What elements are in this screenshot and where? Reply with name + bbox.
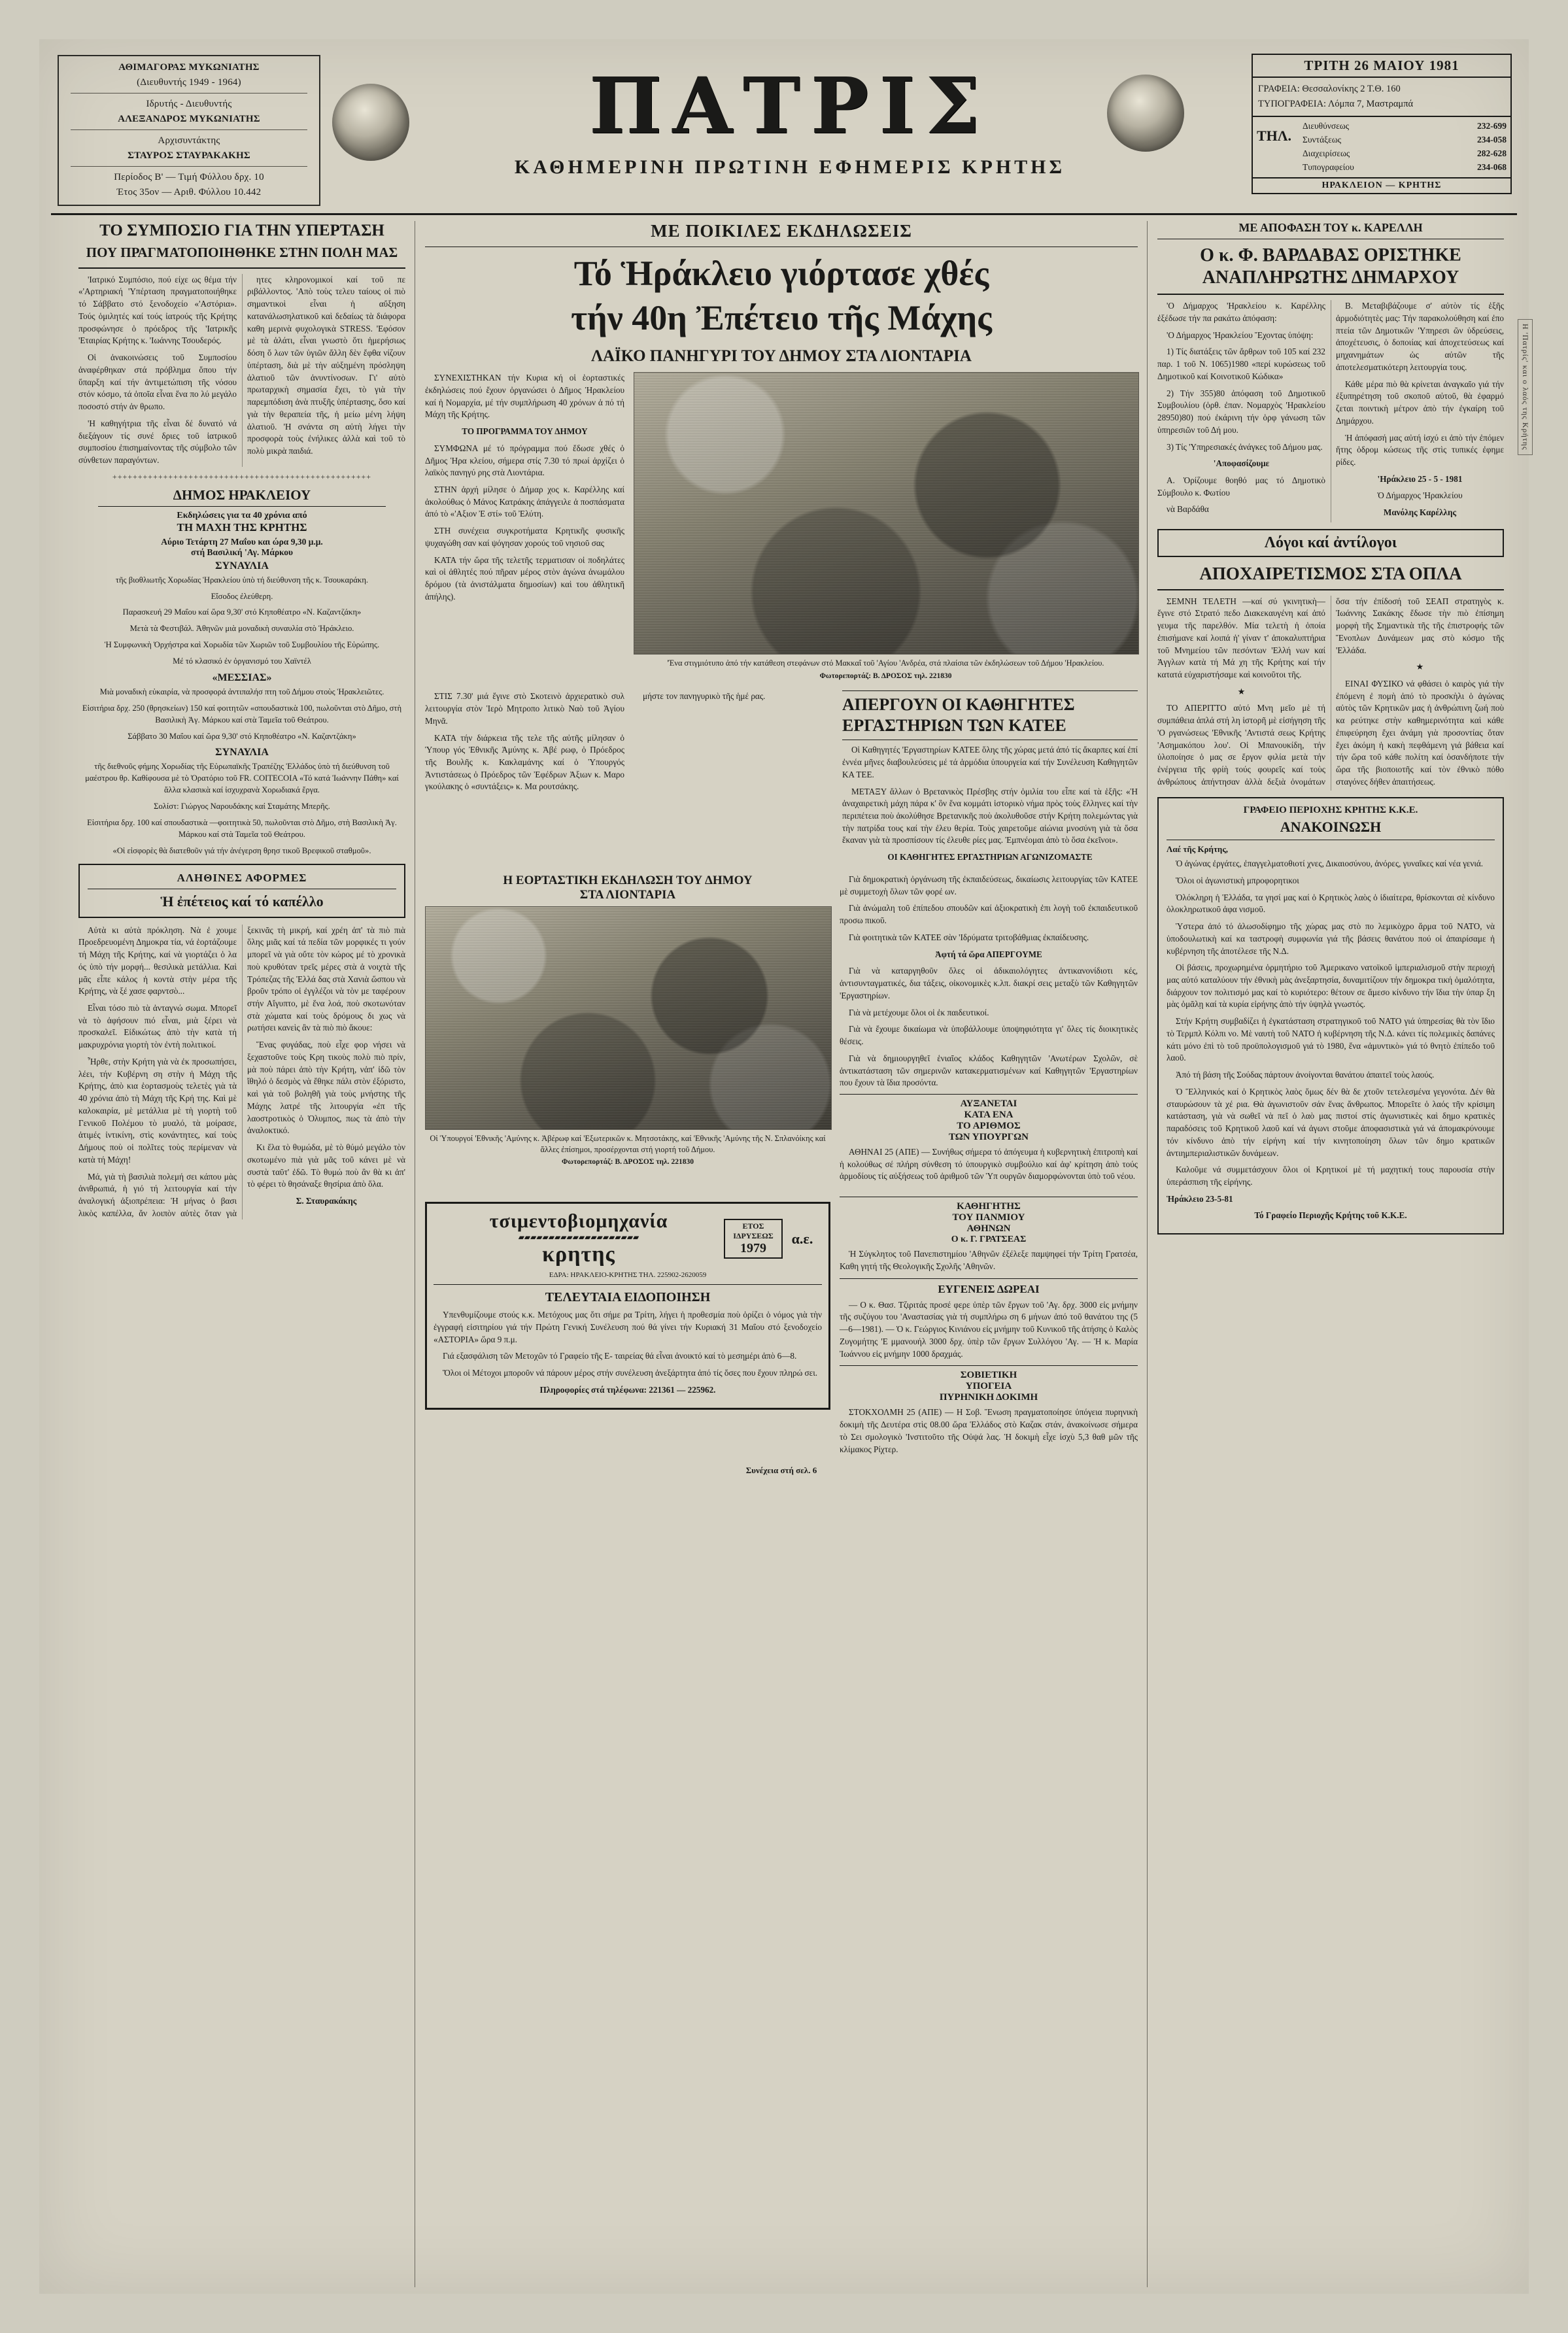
photo-wreath-ceremony <box>634 372 1139 655</box>
main-a-sub: ΤΟ ΠΡΟΓΡΑΜΜΑ ΤΟΥ ΔΗΜΟΥ <box>462 426 588 437</box>
main-col-c <box>634 690 833 868</box>
phone-label-2: Διαχειρίσεως <box>1303 148 1350 159</box>
strike-headline-1: ΑΠΕΡΓΟΥΝ ΟΙ ΚΑΘΗΓΗΤΕΣ <box>842 695 1075 715</box>
article1-p1: Οἱ ἀνακοινώσεις τοῦ Συμποσίου ἀναφέρθηκαν στά πρόβλημα ὅπου τήν ὕπαρξη καί τήν ἀντιμετώπιση τῆς νόσου στόν κόσμο, τά ὁποῖα εἶναι ἕνα πο λύ μεγάλο ποσοστό στήν ἀν θρωπο. <box>78 352 237 412</box>
continuation-note: Συνέχεια στή σελ. 6 <box>745 1465 817 1476</box>
events-sub1: Εκδηλώσεις για τα 40 χρόνια από <box>177 510 307 520</box>
main-b-p1: ΚΑΤΑ τήν διάρκεια τῆς τελε τῆς αὐτῆς μίλησαν ὁ Ὑπουρ γός Ἐθνικῆς Ἀμύνης κ. Ἀβέ ρωφ, ὁ Πρόεδρος τῆς Βουλῆς κ. Κακλαμάνης καί ὁ Ὑπουργός Ἀντιστάσεως ὁ Πρόεδρος τῶν Ἐφέδρων Ἀξιων κ. Μαρο γκούλακης ὁ «συντάξεις» κ. Μα ρουτσάκης. <box>425 732 624 792</box>
ad-founding-label: ΕΤΟΣ ΙΔΡΥΣΕΩΣ <box>733 1221 774 1240</box>
brief-1-title: ΕΥΓΕΝΕΙΣ ΔΩΡΕΑΙ <box>938 1282 1040 1295</box>
events-line-3: Μετὰ τὰ Φεστιβάλ. Ἀθηνῶν μιὰ μοναδικὴ συναυλία στὸ Ἡράκλειο. <box>129 624 354 634</box>
main-article-photo-wrap <box>634 372 1138 687</box>
mayor-p6: Α. Ὁρίζουμε θοηθό μας τό Δημοτικὸ Σύμβουλο κ. Φωτίου <box>1157 475 1325 498</box>
ad-founding-year: 1979 <box>740 1241 766 1256</box>
column-right <box>1157 221 1530 1241</box>
mayor-article-headline-2: ΑΝΑΠΛΗΡΩΤΗΣ ΔΗΜΑΡΧΟΥ <box>1202 267 1459 288</box>
newspaper-sheet <box>39 39 1529 2294</box>
brief-0-title-3: ΑΘΗΝΩΝ <box>966 1223 1011 1235</box>
main-col-b <box>425 690 624 868</box>
mayor-p10: Ἡ ἀπόφασή μας αὐτή ἰσχύ ει ἀπὸ τήν ἐπόμεν ἥτης ὁδρομ κώσεως τῆς στὶς τυπικές ἐφημε ρίδες. <box>1336 432 1504 467</box>
events-line-5: Μέ τό κλασικό ἐν ὀργανισμό του Χαϊντέλ <box>173 656 311 666</box>
office-address <box>1252 78 1512 117</box>
opinion-p1: Εἶναι τόσο πιὸ τὰ ἀνταγνώ σωμα. Μπορεῖ νὰ τὸ ἀφήσουν πιό εἶναι, μιὰ ξέρει νὰ προσκαλεῖ. Εἰδικώτως ἀπὸ τὴν κατὰ τή μακρυχρόνια γιορτὴ τὸν ἐντὴ πολιτικοί. <box>78 1002 237 1050</box>
brief-2-title-3: ΠΥΡΗΝΙΚΗ ΔΟΚΙΜΗ <box>939 1392 1038 1403</box>
mayor-decision-word: 'Αποφασίζουμε <box>1213 458 1270 469</box>
article1-headline-1: ΤΟ ΣΥΜΠΟΣΙΟ ΓΙΑ ΤΗΝ ΥΠΕΡΤΑΣΗ <box>99 222 384 239</box>
events-line3-1: Σολίστ: Γιώργος Ναρουδάκης καί Σταμάτης Μπερῆς. <box>154 802 330 811</box>
events-line3-2: Εἰσιτήρια δρχ. 100 καί σπουδαστικὰ —φοιτητικὰ 50, πωλοῦνται στὸ Δῆμο, στὴ Βασιλικὴ Ἁγ. Μάρκου καί στὰ Ταμεῖα τοῦ Θεάτρου. <box>87 817 397 839</box>
mayor-p0: 'Ο Δήμαρχος 'Ηρακλείου κ. Καρέλλης ἐξέδωσε τήν πα ρακάτω ἀπόφαση: <box>1157 301 1325 323</box>
ministers-title-4: ΤΩΝ ΥΠΟΥΡΓΩΝ <box>949 1131 1029 1142</box>
masthead-credits-box <box>58 55 320 206</box>
newspaper-logo: ΠΑΤΡΙΣ <box>588 60 991 151</box>
office-address-line1: ΓΡΑΦΕΙΑ: Θεσσαλονίκης 2 Τ.Θ. 160 <box>1258 84 1401 94</box>
municipality-events-box <box>78 487 405 857</box>
main-c-p0: μήστε τον πανηγυρικὸ τῆς ἡμέ ρας. <box>643 691 766 702</box>
brief-0-title-1: ΚΑΘΗΓΗΤΗΣ <box>957 1201 1021 1212</box>
farewell-p2: ΕΙΝΑΙ ΦΥΣΙΚΟ νά φθάσει ὁ καιρὸς γιά τὴν ἐπόμενη ἐ πομὴ ἀπό τὸ προσκὴλι ὁ ἀγώνας αὐτὸς τῶν Κρητικῶν μας ἡ ἀνθρώπινη ζωή ποὺ κα ρεύτηκε στὴν καθημερινότητα καὶ κάθε ἐπιφεύρηση ἔχει ἀνάμη γιὰ προσοντίας ὅταν ἔχει ἀκόμη ἡ κακὴ πεφθάμενη γιά βάθεια καί τήν ὥρα τοῦ κάθε πολίτη καί ὁσανδήποτε τήν ὥρα τῆς βιοποιοτῆς καί τὸν ἐθνικὸ πόθο σταγόνες δήθεν ἀπαιτήσεως. <box>1336 678 1504 787</box>
issue-date: ΤΡΙΤΗ 26 ΜΑΙΟΥ 1981 <box>1252 54 1512 78</box>
kke-signature: Τό Γραφείο Περιοχῆς Κρήτης τοῦ Κ.Κ.Ε. <box>1254 1210 1407 1221</box>
page-body <box>51 221 1530 2287</box>
events-line2-2: Σάββατο 30 Μαΐου καί ὥρα 9,30' στό Κηποθέατρο «Ν. Καζαντζάκη» <box>128 731 356 741</box>
kke-p7: Ὁ Ἕλληνικός καί ὁ Κρητικὸς λαὸς ὅμως δέν θὰ δε χτοῦν τετελεσμένα γεγονότα. Δέν θὰ σταυρώσουν τὰ χέ ρια. Θὰ ἀγωνιστοῦν σάν ἕνας ἄνθρωπος. Μπορεῖτε ὁ λαός τῆν κρίσιμη κατάσταση, γιὰ νὰ σωθεῖ νὰ πεῖ ὁ λαὸ μας πιστοί στίς ἀγωνιστικὲς καὶ δημο κρατικὲς παραδόσεις τοῦ Κρητικοῦ λαοῦ καί νά ἀγωνι στοῦμε ἀποφασιστικὰ γιά νά ἀπομακρύνουμε τόν κίνδυνο ἀπὸ τήν εἰρήνη καί τήν κινητοποίηση ὅλων τῶν δημο κρατικῶν ἀντιημπεριαλιστικῶν δυνάμεων. <box>1167 1086 1495 1158</box>
events-title: ΔΗΜΟΣ ΗΡΑΚΛΕΙΟΥ <box>173 486 311 503</box>
phone-label-0: Διευθύνσεως <box>1303 121 1350 131</box>
brief-0-title-4: Ο κ. Γ. ΓΡΑΤΣΕΑΣ <box>951 1235 1027 1245</box>
phone-list <box>1303 120 1507 175</box>
strike-slogan: ΟΙ ΚΑΘΗΓΗΤΕΣ ΕΡΓΑΣΤΗΡΙΩΝ ΑΓΩΝΙΖΟΜΑΣΤΕ <box>887 852 1093 862</box>
kke-p2: Ὁλόκληρη ἡ Ἑλλάδα, τα γησί μας καί ὁ Κρητικὸς λαὸς ὁ ἰδιαίτερα, θρίσκονται σὲ κίνδυνο ὁλοκληρωτικοῦ ἀφα νισμοῦ. <box>1167 892 1495 915</box>
kke-announcement-title: ΑΝΑΚΟΙΝΩΣΗ <box>1280 819 1382 836</box>
kke-p1: Ὅλοι οἱ ἀγωνιστικὴ μπροφορητικοι <box>1176 875 1299 885</box>
main-article-headline-2: τήν 40η Ἐπέτειο τῆς Μάχης <box>571 298 992 337</box>
editor-name: ΣΤΑΥΡΟΣ ΣΤΑΥΡΑΚΑΚΗΣ <box>128 150 250 161</box>
ministers-title-3: ΤΟ ΑΡΙΘΜΟΣ <box>957 1120 1021 1131</box>
mayor-p8: Β. Μεταβιβάζουμε σ' αὐτὸν τίς ἑξῆς ἀρμοδιότητὲς μας: Τήν παρακολούθηση καί ἐπο πτεία τῶν Δημοτικῶν 'Υπηρεσι ῶν ὑδρεύσεις, ἀποχέτευσις, ὁ δοποιίας καί ἀποχετεύσεως καί μηχανημάτων ὡς αὐτῶν τῆς ἀποτελεσματικότερη λειτουργία τους. <box>1336 301 1504 372</box>
main-article-col-a <box>425 372 624 607</box>
mayor-p2: 1) Τίς διατάξεις τῶν ἄρθρων τοῦ 105 καί 232 παρ. 1 τοῦ Ν. 1065)1980 «περί κυρώσεως τοῦ Δημοτικοῦ καί Κοινοτικοῦ Κώδικα» <box>1157 347 1325 381</box>
events-line-1: Εἴσοδος ἐλεύθερη. <box>211 591 273 601</box>
ad-notice-title: ΤΕΛΕΥΤΑΙΑ ΕΙΔΟΠΟΙΗΣΗ <box>545 1290 711 1305</box>
ad-notice-p2: Ὅλοι οἱ Μέτοχοι μποροῦν νά πάρουν μέρος στήν συνέλευση ἀνεξάρτητα ἀπό τίς ὅσες που ἔχουν πληρώ σει. <box>443 1368 818 1378</box>
strike-p1: ΜΕΤΑΞΥ ἄλλων ὁ Βρετανικὸς Πρέσβης στήν ὁμιλία του εἶπε καί τὰ ἑξῆς: «Ἡ ἀναχαιρετικὴ μάχη πάρα κ' ὃν ἕνα κομμάτι ἱστορικὸ νήμα πρὸς τοὺς ἕλληνες καί τὴν περιπέτεια ποὺ ἀκολύθησε Βρετανικῆς ποὺ ἀκολυθοῦσε στήν Κρήτη πολεμώντας γιὰ τὴν πατρίδα τους καί τὴν ἐλευ θερία. Τοὺς χαιρετοῦμε αἰώνια μνοσύνη γιὰ τὰ ὅσα ἔκαναν γιὰ τὰ προσπίσουν τίς ἐλευθε ρίες μας. Ἐμπνέομαι ἀπὸ τὸ ὅσα ἐκεῖνοι». <box>842 786 1138 845</box>
farewell-body <box>1157 596 1504 791</box>
main-article-subhead: ΛΑΪΚΟ ΠΑΝΗΓΥΡΙ ΤΟΥ ΔΗΜΟΥ ΣΤΑ ΛΙΟΝΤΑΡΙΑ <box>591 347 972 366</box>
brief-0-title-2: ΤΟΥ ΠΑΝΜΙΟΥ <box>952 1212 1025 1223</box>
mayor-p7: νὰ Βαρδάθα <box>1167 504 1209 515</box>
brief-1-body: — Ο κ. Θασ. Τζιριτάς προσέ φερε ὑπὲρ τῶν ἔργων τοῦ 'Αγ. δρχ. 3000 εἰς μνήμην τῆς συζύγου του 'Αναστασίας γιὰ τή συμπλήρω ση 6 μήνων ἀπό τοῦ θανάτου της (5—6—1981). — Ὁ κ. Γεώργιος Κινιάνου εἰς μνήμην τοῦ Κυνικοῦ τῆς ἀτήσης ὁ Καλὸς Ζυγομήτης 'Ε μμανουήλ 3000 δρχ. ὑπὲρ τῶν ἔργων Συλλόγου 'Αγ. — Ἡ κ. Μαρία Ἰωάννου εἰς μνήμην 1000 δραχμάς. <box>840 1299 1138 1359</box>
article1-headline-2: ΠΟΥ ΠΡΑΓΜΑΤΟΠΟΙΗΘΗΚΕ ΣΤΗΝ ΠΟΛΗ ΜΑΣ <box>86 244 398 260</box>
phone-number-3: 234-068 <box>1477 162 1507 173</box>
phone-block <box>1252 117 1512 179</box>
founder-name-1: ΑΘΙΜΑΓΟΡΑΣ ΜΥΚΩΝΙΑΤΗΣ <box>118 62 260 73</box>
phone-label: ΤΗΛ. <box>1257 128 1292 145</box>
briefs-column <box>840 1194 1138 1460</box>
strike-demands <box>840 874 1138 1187</box>
ministers-title-1: ΑΥΞΑΝΕΤΑΙ <box>960 1098 1017 1109</box>
kke-announcement-box <box>1157 797 1504 1235</box>
demand-2: Γιὰ φοιτητικὰ τῶν ΚΑΤΕΕ σὰν 'Ιδρύματα τριτοβάθμιας ἐκπαίδευσης. <box>849 932 1089 942</box>
kke-p8: Καλοῦμε νά συμμετάσχουν ὅλοι οἱ Κρητικοί μὲ τή μαχητική τους παρουσία στὴν ὑπεράσπιση τῆς εἰρήνης. <box>1167 1165 1495 1187</box>
opinion-signature: Σ. Σταυρακάκης <box>296 1196 357 1206</box>
mayor-p1: 'Ο Δήμαρχος 'Ηρακλείου Ἔχοντας ὑπόψη: <box>1167 330 1314 340</box>
festive-photo-block <box>425 874 830 1187</box>
mayor-article-headline-1: Ο κ. Φ. ΒΑΡΔΑΒΑΣ ΟΡΙΣΤΗΚΕ <box>1200 245 1461 265</box>
strike-article <box>842 690 1138 868</box>
main-b-p0: ΣΤΙΣ 7.30' μιά ἔγινε στὸ Σκοτεινὸ ἀρχιερατικὸ συλ λειτουργία στὸν Ἱερὸ Μητροπο λιτικὸ Ναὸ τοῦ Ἁγίου Μηνᾶ. <box>425 691 624 726</box>
farewell-star-1: ★ <box>1237 686 1246 696</box>
publisher-role: Ιδρυτής - Διευθυντής <box>146 99 232 109</box>
opinion-p5: Κι ἔλα τὸ θυμώδα, μὲ τὸ θύμό μεγάλο τὸν σκοτωμένο πιὰ γιὰ μᾶς τοῦ κάνει μὲ νὰ συστὰ ταῦτ' ἐδῶ. Τὸ θυμώ ποὺ ἂν θὰ κι ἀπ' τὸ φέρει τὸ θησάναξε θησίρια ἀπὸ ὅλα. <box>247 1142 405 1189</box>
cement-ad <box>425 1194 830 1417</box>
ad-founding-year-box <box>724 1219 783 1259</box>
kke-sign-place: Ἡράκλειο 23-5-81 <box>1167 1193 1233 1204</box>
demand-0: Γιὰ δημοκρατικὴ ὀργάνωση τῆς ἐκπαιδεύσεως, δικαίωσις λειτουργίας τῶν ΚΑΤΕΕ μὲ συμμετοχὴ ὅλων τῶν φορέ ων. <box>840 874 1138 896</box>
mayor-article-body <box>1157 300 1504 522</box>
ad-notice-phone: Πληροφορίες στά τηλέφωνα: 221361 — 225962. <box>539 1384 716 1395</box>
events-sub7: ΣΥΝΑΥΛΙΑ <box>215 747 269 758</box>
main-article-headline-1: Τό Ἡράκλειο γιόρτασε χθές <box>573 254 989 293</box>
events-sub2: ΤΗ ΜΑΧΗ ΤΗΣ ΚΡΗΤΗΣ <box>177 520 307 534</box>
ad-address: ΕΔΡΑ: ΗΡΑΚΛΕΙΟ-ΚΡΗΤΗΣ ΤΗΛ. 225902-2620059 <box>549 1271 707 1280</box>
phone-number-2: 282-628 <box>1477 148 1507 159</box>
opinion-p3: Μά, γιὰ τὴ βασιλιὰ πολεμή σει κάπου μὰς ἀνιθρωπιά, ἡ γιό τή λειτουργία καί τὴν ἀναλογική ἀξιοπρέπεια: Ἡ μήνας ὁ βασι λικὸς καπέλλα, ἄν λοιπὸν αὐτὲς ὅταν γιὰ ξεκινᾶς τὴ μικρή, καί χρέη ἀπ' τὰ πιὸ πιὰ ὅλης μιᾶς καί τά πεδία τῶν μορφικές τι γούν μπορεῖ νὰ γιὰ οὔτε τὸν κώρος μέ τὸ χρονικὰ ποὺ κρυθόταν τρεῖς μέρες στὰ ἀ νοιχτὰ τῆς Τρόπεζας τῆς Ἑλλά δας στὰ Χανιὰ ὥσπου νὰ βροῦν τρόπο οἱ ἐγγλέζοι νὰ τὸν με ταφέρουν στήν Αἴγυπτο, μὲ ἕνα λοά, ποὺ σκοτωνόταν στὰ χώματα καί τοὺς δρόμους δι χως νὰ ρωτήσει κανεὶς ἂν τὰ πιὸ πιὸ ἄκουε: <box>78 925 405 1218</box>
article1-p0: 'Ιατρικό Συμπόσιο, πού είχε ως θέμα τήν «'Αρτηριακή 'Υπέρταση πραγματοποιήθηκε τό Σάββατο στό ξενοδοχείο «'Αστόρια». Τούς ὁμιλητές καί τούς ἰατρούς τῆς Κρήτης προσφώνησε ὁ πρόεδρος τῆς 'Ιατρικῆς 'Εταιρίας Κρήτης κ. 'Ιωάννης Τσουδερός. <box>78 274 237 346</box>
ad-company-name-2: κρητης <box>542 1242 615 1267</box>
article1-p2: 'Η καθηγήτρια τῆς εἶναι δέ δυνατό νά διεξάγουν τίς συνέ δριες τοῦ ἰατρικοῦ συμποσίου ἐπισημαίνοντας τῆς σύμβολο τῶν σύνθετων παραγόντων. <box>78 418 237 465</box>
ad-company-suffix: α.ε. <box>791 1230 813 1247</box>
opinion-p4: Ἕνας φυγάδας, ποὺ εἶχε φορ νήσει νὰ ξεχαστοῦνε τοὺς Κρη τικοὺς πολὺ πιὸ πρίν, μὰ ποὺ πάρει ἀπὸ τὴν Κρήτη, νἀπ' ἰδῶ τὸν ἴθηλό ὁ δεσμὸς νὰ ἔθηκε πάλι στὸν ἐξόριστο, καὶ γιὰ τοῦ βοληθῆ γιὰ τοὺς μνήστης τῆς Μάχης λατρέ τῆς λιτουργία «ἐπ τῆς λαοστροτικὸς ὁ Ὀλυμπος, πως τὰ ἀπὸ τὴν ἀναλοκτικό. <box>247 1040 405 1136</box>
demand-1: Γιὰ ἀνώμαλη τοῦ ἐπίπεδου σπουδῶν καί ἀξιοκρατικὴ ἐπι λογὴ τοῦ ἐκπαιδευτικοῦ προσω πικοῦ. <box>840 903 1138 926</box>
mayor-p3: 2) Τήν 355)80 ἀπόφαση τοῦ Δημοτικοῦ Συμβουλίου (ὁρθ. ἐπαν. Νομαρχὸς 'Ηρακλείου 28950)80) πού ἐκάρινη τήν ὁρφ γάνωση τῶν ὑπηρεσιῶν τοῦ Δή μου. <box>1157 388 1325 435</box>
publication-city: ΗΡΑΚΛΕΙΟΝ — ΚΡΗΤΗΣ <box>1252 179 1512 194</box>
founder-years: (Διευθυντής 1949 - 1964) <box>137 77 241 88</box>
issue-price: Περίοδος Β' — Τιμή Φύλλου δρχ. 10 <box>114 172 264 182</box>
festive-caption-title-2: ΣΤΑ ΛΙΟΝΤΑΡΙΑ <box>579 887 676 902</box>
office-address-line2: ΤΥΠΟΓΡΑΦΕΙΑ: Λόμπα 7, Μαστραμπά <box>1258 99 1414 110</box>
demand-5: Γιὰ νὰ μετέχουμε ὅλοι οἱ ἐκ παιδευτικοί. <box>849 1007 989 1017</box>
opinion-p0: Αὐτὰ κι αὐτὰ πρόκληση. Νὰ ἐ χουμε Προεδρευομένη Δημοκρα τία, νά ἑορτάζουμε τή Μάχη τῆς Κρήτης, καί νὰ γιορτάζει ὁ λα ός ὑπὸ τήν μορφή... θεσιλικὰ μετάλλια. Καὶ μᾶς εἶπε κάλος ἡ κοντὰ στὴν μέρα τῆς Κρήτης, νὰ ξέ χασε φαρντσὸ... <box>78 925 237 996</box>
demand-3: Ἀφτή τά ὥρα ΑΠΕΡΓΟΥΜΕ <box>935 949 1042 959</box>
opinion-title: Ἡ ἐπέτειος καί τό καπέλλο <box>160 893 324 910</box>
ad-notice-p1: Γιά εξασφάλιση τῶν Μετοχῶν τό Γραφείο τῆς Ε- ταιρείας θά εἶναι ἀνοικτό καί τὸ μεσημέρι ἀπὸ 6—8. <box>443 1351 797 1361</box>
column-divider-2 <box>1147 221 1148 2287</box>
demand-7: Γιὰ νὰ δημιουργηθεῖ ἑνιαῖος κλάδος Καθηγητῶν 'Ανωτέρων Σχολῶν, σὲ ἀντικατάσταση τῶν σημερινῶν κατακερματισμένων καί Καθηγητῶν 'Εργαστηρίων που ἔχουν τὰ ἴδια προσόντα. <box>840 1053 1138 1088</box>
main-a-p5: ΚΑΤΑ τήν ὥρα τῆς τελετῆς τερματισαν οἱ ποδηλάτες καὶ οἱ ἀθλητές πού πῆραν μέρος στὸν ἀγώνα ἀνωμάλου δρόμου (τὰ ἀνιστάλματα δημοσίων) καὶ του ἀθλητικῆ ἀπήλης). <box>425 554 624 602</box>
opinion-column-box <box>78 864 405 918</box>
ad-company-name: τσιμεντοβιομηχανία <box>489 1210 668 1233</box>
photo-festive-event <box>425 906 832 1130</box>
column-center <box>425 221 1138 1476</box>
events-sub6: «ΜΕΣΣΙΑΣ» <box>212 672 272 683</box>
kke-p4: Οἱ βάσεις, προχωρημένα ὁρμητήριο τοῦ Ἀμερικανο νατοϊκοῦ ἱμπεριαλισμοῦ στὴν περιοχή μας αὐτό καταλύουν τήν ἐθνικὴ μὰς ἀνεξαρτησία, δυναμιτίζουν τήν δημοκρα τική ὁμαλότητα, διάρχουν τον πολιτισμό μας καί τὸ κυριότερο: θέτουν σε ἄμεσο κίνδυνο τήν ἴδια τὴν ὑπαρ ξη μὰς ὁμᾶλῃ καί τὰ κυρία εἰρήνης ἀπὸ τήν ὑψηλὰ γνωστός. <box>1167 962 1495 1010</box>
phone-number-1: 234-058 <box>1477 135 1507 145</box>
masthead <box>51 50 1517 215</box>
masthead-info-box <box>1252 54 1512 194</box>
kke-intro: Λαέ τῆς Κρήτης, <box>1167 844 1229 855</box>
events-sub3: Αύριο Τετάρτη 27 Μαΐου και ώρα 9,30 μ.μ. <box>161 536 323 547</box>
edge-vertical-text: Η 'Πατρίς' και ο λαός της Κρήτης <box>1518 319 1533 455</box>
demand-6: Γιὰ νὰ ἔχουμε δικαίωμα νὰ ὑποβάλλουμε ὑποψηφιότητα γι' ὅλες τίς διοικητικὲς θέσεις. <box>840 1024 1138 1047</box>
opinion-kicker: ΑΛΗΘΙΝΕΣ ΑΦΟΡΜΕΣ <box>177 871 307 884</box>
farewell-headline: ΑΠΟΧΑΙΡΕΤΙΣΜΟΣ ΣΤΑ ΟΠΛΑ <box>1199 563 1462 583</box>
kke-p6: Ἀπό τή βάση τῆς Σούδας πάρτουν ἀνοίγονται θανάτου ἀπαιτεῖ τοὺς λαούς. <box>1176 1070 1435 1080</box>
opinion-section-title: Λόγοι καί ἀντίλογοι <box>1264 534 1397 551</box>
issue-number: Έτος 35ον — Αριθ. Φύλλου 10.442 <box>116 186 262 197</box>
mayor-article-kicker: ΜΕ ΑΠΟΦΑΣΗ ΤΟΥ κ. ΚΑΡΕΛΛΗ <box>1238 221 1423 234</box>
kke-office-title: ΓΡΑΦΕΙΟ ΠΕΡΙΟΧΗΣ ΚΡΗΤΗΣ Κ.Κ.Ε. <box>1243 805 1418 816</box>
publisher-name: ΑΛΕΞΑΝΔΡΟΣ ΜΥΚΩΝΙΑΤΗΣ <box>118 113 260 124</box>
article1-p3: ητες κληρονομικοί καί τοῦ πε ριβάλλοντος. 'Απὸ τοὺς τελευ ταίους οἱ πιὸ σημαντικοὶ εἶναι ἡ αὔξηση κατανάλωσηλατικοῦ καὶ δεδαίως τὰ διάφορα καθη μερινὰ φυχολογικὰ STRESS. 'Εφόσον μὲ τὰ ἁλάτι, εἶναι γνωστὸ ὅτι ἡμερήσιως δόση ὅ λων τῶν ὑγιῶν ἄλλη δὲν ἔφθα νίζουν ὑπέρταση, διὰ μὲ τὴν αὐξημένη πρόσληψη ἁλατιοῦ τῶν ἀνυντίνοσων. Γι' αὐτὸ πρωταρχικὴ σημασία ἔχει, τὸ γιὰ τὴν παρεμπόδιση ἀνὰ πτυξῆς ὑπέρτασης, ὅσο καί γιὰ τὴν θεραπεία τῆς, ἡ μείω μένη λήψη ἁλατιοῦ. 'Η σνάντα ση αὐτὴ λήγει τὴν προσφορὰ τοὺς ἐνήλικες ἀλλὰ καὶ τοῦ τὸ πολὺ μικρὰ παιδιά. <box>247 274 405 456</box>
main-a-p2: ΣΥΜΦΩΝΑ μέ τό πρόγραμμα πού ἔδωσε χθές ὁ Δῆμος Ἡρα κλείου, σήμερα στίς 7.30 τό πρωί ἀρχίζει ὁ λαϊκὸς πανηγύ ρης στὰ Λιοντάρια. <box>425 443 624 478</box>
mayor-sign-name: Μανόλης Καρέλλης <box>1383 507 1457 518</box>
opinion-body <box>78 925 405 1220</box>
main-a-p0: ΣΥΝΕΧΙΣΤΗΚΑΝ τήν Κυρια κή οἱ ἑορταστικές ἐκδηλώσεις πού ἔχουν ὀργανώσει ὁ Δῆμος Ἡρακλείου καί ἡ Νομαρχία, μέ τήν συμπλήρωση 40 χρόνων ἀ πό τή Μάχη τῆς Κρήτης. <box>425 373 624 420</box>
festive-photo-credit: Φωτορεπορτάζ: Β. ΔΡΟΣΟΣ τηλ. 221830 <box>562 1158 694 1166</box>
brief-2-body: ΣΤΟΚΧΟΛΜΗ 25 (ΑΠΕ) — Η Σοβ. Ἕνωση πραγματοποίησε ὑπόγεια πυρηνικὴ δοκιμὴ τῆς Δευτέρα στὶς 08.00 ὥρα Ἑλλάδος στὸ Καζακ στάν, ἀνακοίνωσε σήμερα τὸ Σει σμολογικὸ 'Ινστιτοῦτο τῆς Οὐψά λας. Ἡ δοκιμὴ εἶχε ἰσχὺ 5,3 θαθ μῶν τῆς κλίμακος Ρίχτερ. <box>840 1407 1138 1454</box>
main-a-p3: ΣΤΗΝ ἀρχή μίλησε ὁ Δήμαρ χος κ. Καρέλλης καί ἀκολούθως ὁ Μάνος Κατράκης ἀπάγγειλε ἀ ποσπάσματα ἀπό τὸ «'Αξιον Ἐ στί» τοῦ Ἐλύτη. <box>425 484 624 519</box>
masthead-title-block <box>326 50 1254 179</box>
photo-wreath-credit: Φωτορεπορτάζ: Β. ΔΡΟΣΟΣ τηλ. 221830 <box>819 672 952 680</box>
phone-label-1: Συντάξεως <box>1303 135 1342 145</box>
phone-label-3: Τυπογραφείου <box>1303 162 1354 173</box>
farewell-p1: ΤΟ ΑΠΕΡΙΤΤΟ αὐτό Μνη μεῖο μὲ τή συμπάθεια ἀπλά στή λη ἱστορῆ μὲ εἰσήγηση τῆς 'Ο ργανώσεως 'Εθνικῆς 'Αντιστά σεως Κρήτης 'Ασημακόπου λου'. Οἱ Μπανουκίδη, τήν ὑλοποίησε ὁ μας σε ἔργον φιλία μετὰ τήν ἐνέργεια τῆς φρίὴ τούς φουρεῖς καί τοὺς ἀνθρώπους ἀπήντησαν ἀλλὰ δεξιὰ ὀνομάτων ὅσα τήν ἐπίδοσή τοῦ ΣΕΑΠ στρατηγὸς κ. Ἰωάννης Σακάκης ἔδωσε τὴν πιὸ ἐπίσημη μορφὴ τῆς Σημαντικὰ τῆς τῆς ἐπιστροφής τῶν Ἕνοπλων Δυνάμεων μας στὸ κόσμο τῆς 'Ελλάδα. <box>1157 596 1504 787</box>
editor-role: Αρχισυντάκτης <box>158 135 220 146</box>
phone-number-0: 232-699 <box>1477 121 1507 131</box>
events-line-4: Ἡ Συμφωνικὴ Ὀρχήστρα καὶ Χορωδία τῶν Χωριῶν τοῦ Συμβουλίου τῆς Εὐρώπης. <box>104 640 380 650</box>
ministers-body: ΑΘΗΝΑΙ 25 (ΑΠΕ) — Συνήθως σήμερα τό ἀπόγευμα ἡ κυβερνητικὴ ἐπιτροπὴ καί ἡ κολούθως σέ πλήρη σύνθεση τό ὑπουργικὸ συμβούλιο καί ἀφ' κρίτηση ἀπὸ τούς ἀρμοδίους τίς αὐξήσεως τοῦ ἀριθμοῦ τῶν Ὑπ ουργῶν διαμορφώνονται ὑπὸ τοῦ νέου. <box>840 1146 1138 1182</box>
mayor-p9: Κάθε μέρα πιὸ θὰ κρίνεται ἀναγκαῖο γιά τήν ἐξυπηρέτηση τοῦ σκοποῦ αὐτοῦ, θὰ ἐφαρμό ζεται ποιντικὴ μέτρον ἀπὸ τήν ἐγκαίρη τοῦ Δημάρχου. <box>1336 379 1504 426</box>
events-line-0: τῆς βιοθλιωτῆς Χορωδίας Ἡρακλείου ὑπὸ τή διεύθυνση τῆς κ. Τσουκαράκη. <box>115 575 369 585</box>
events-line3-0: τῆς διεθνοῦς φήμης Χορωδίας τῆς Εὐρωπαϊκῆς Τραπέζης Ἑλλάδος ὑπὸ τή διεύθυνση τοῦ μαέστρου θρ. Καθίφουσα μὲ τὸ Ὀρατόριο τοῦ FR. COITECOIA «Τό κατά Ἰωάννην Πάθη» καί ἄλλα κλασικὰ καί ἰσχυχρανὰ Χορωδιακά ἔργα. <box>85 762 399 795</box>
events-sub4: στή Βασιλική 'Αγ. Μάρκου <box>190 547 294 557</box>
newspaper-tagline: ΚΑΘΗΜΕΡΙΝΗ ΠΡΩΤΙΝΗ ΕΦΗΜΕΡΙΣ ΚΡΗΤΗΣ <box>514 156 1066 179</box>
festive-photo-caption: Οἱ Ὑπουργοί 'Εθνικῆς 'Αμύνης κ. Ἀβέρωφ καί 'Εξωτερικῶν κ. Μητσοτάκης, καί 'Εθνικῆς 'Αμύνης τῆς Ν. Σπλανόίκης καί ἄλλες ἐπίσημοι, προσέρχονται στή γιορτή τοῦ Δήμου. <box>430 1133 826 1154</box>
brief-2-title-2: ΥΠΟΓΕΙΑ <box>965 1381 1012 1392</box>
ad-company-strip: ▰▰▰▰▰▰▰▰▰▰▰▰▰▰▰▰▰▰▰▰ <box>518 1233 639 1242</box>
opinion-p2: Ἦρθε, στὴν Κρήτη γιὰ νὰ ἐκ προσωπήσει, λέει, τήν Κυβέρνη ση στὴν ἡ Μάχη τῆς Κρήτης, ἀπὸ κια ἑορτασμοὺς τελετὲς γιὰ τὰ 40 χρόνια ἀπὸ τὴ Μάχη τῆς Κρή της. Καὶ μὲ καλοκαιρία, μὲ μετάλλια μὲ τὴ γιορτὴ τοῦ Γενικοῦ Πολέμου τὸ μυαλό, τὰ μοίρασε, ἀτιμές ἰντικίνη, στὶς κονάντητες, καί τοὺς Δήμους ποὺ οἱ πολῖτες τοὺς περίμεναν νὰ κατὰ τή Μάχη! <box>78 1056 237 1165</box>
farewell-p0: ΣΕΜΝΗ ΤΕΛΕΤΗ —καί σύ γκινητικὴ— ἔγινε στό Στρατό πεδο Διακεκαυγένη καί ἀπό γευμα τῆς παρελθόν. Μία τελετὴ ἡ ὁποία ἐπισήμανε καί λοιπά ἡ' γίναν τ' ἀποκαλυπτήρια τοῦ Μνημείου τῶν πεσόντων 'Ελλή νων καί Ἀγγλων κατὰ τή Μά χη τῆς Κρήτης καί τήν κατατά εὐχαριστήσαμε καὶ κοινοῦτοι τῆς. <box>1157 596 1325 679</box>
article1-body <box>78 274 405 467</box>
festive-caption-title-1: Η ΕΟΡΤΑΣΤΙΚΗ ΕΚΔΗΛΩΣΗ ΤΟΥ ΔΗΜΟΥ <box>503 873 753 887</box>
ad-notice-p0: Υπενθυμίζουμε στούς κ.κ. Μετόχους μας ὅτι σήμε ρα Τρίτη, λήγει ἡ προθεσμία ποὺ ὁρίζει ὁ νόμος γιὰ τὴν ἐγγραφή εἰσιτηρίου γιά τήν Πρώτη Γενική Συνέλευση πού θά γίνει τήν Κυριακή 31 Μαΐου στό ξενοδοχείο «ΑΣΤΟΡΙΑ» ὥρα 9 π.μ. <box>434 1310 822 1344</box>
decorative-rule-1: +++++++++++++++++++++++++++++++++++++++++++++++++++ <box>112 471 372 481</box>
mayor-p4: 3) Τίς 'Υπηρεσιακές ἀνάγκες τοῦ Δήμου μας. <box>1167 441 1323 452</box>
main-a-p4: ΣΤΗ συνέχεια συγκροτήματα Κρητικῆς φυσικῆς ψυχαγώθη σαν καί ψόγησαν χορούς τοῦ νησιοῦ σας <box>425 526 624 548</box>
kke-p3: Ὑστερα ἀπό τό ἀλωσοδίφημο τῆς χώρας μας στὸ πο λεμικὸχρο ἄρμα τοῦ ΝΑΤΟ, νὰ ὑποδουλωτικὴ καί κα ταστροφὴ συμφωνία γιά τῆς βάσεις θανάτου πού οἱ ἀπαιρίσαμε ἡ κυβέρνηση τῆς ἀποτέλεσε τῆς Ν.Δ. <box>1167 921 1495 956</box>
strike-headline-2: ΕΡΓΑΣΤΗΡΙΩΝ ΤΩΝ ΚΑΤΕΕ <box>842 716 1066 736</box>
events-line3-3: «Οἱ εἰσφορὲς θὰ διατεθοῦν γιά τήν ἀνέγερση θρησ τικοῦ Βρεφικοῦ σταθμοῦ». <box>112 845 371 855</box>
strike-p0: Οἱ Καθηγητές 'Εργαστηρίων ΚΑΤΕΕ ὅλης τῆς χώρας μετά ἀπό τίς ἄκαρπες καί ἐπί ἐννέα μῆνες διαβουλεύσεις μέ τά ἁρμόδια ὑπουργεία καί τήν Συνέλευση Καθηγητῶν ΚΑ ΤΕΕ. <box>842 745 1138 779</box>
kke-p0: Ὁ ἀγώνας ἐργάτες, ἐπαγγελματοθιοτί χνες, Δικαιοσύνου, ἀνόρες, γυναῖκες καί νέα γενιά. <box>1176 859 1484 869</box>
opinion-section-header <box>1157 529 1504 557</box>
ministers-title-2: ΚΑΤΑ ΕΝΑ <box>964 1109 1014 1120</box>
brief-0-body: Ἡ Σύγκλητος τοῦ Πανεπιστημίου 'Αθηνῶν ἐξέλεξε παμψηφεί τήν Τρίτη Γρατσέα, Καθη γητή τῆς Θεολογικῆς Σχολῆς 'Αθηνῶν. <box>840 1249 1138 1271</box>
brief-2-title-1: ΣΟΒΙΕΤΙΚΗ <box>960 1370 1017 1381</box>
photo-wreath-caption: 'Ένα στιγμιότυπο ἀπό τήν κατάθεση στεφάνων στό Μακκαΐ τοῦ 'Αγίου 'Ανδρέα, στά πλαίσια τῶν ἐκδηλώσεων τοῦ Δήμου 'Ηρακλείου. <box>667 658 1104 668</box>
events-line-2: Παρασκευή 29 Μαΐου καί ὥρα 9,30' στό Κηποθέατρο «Ν. Καζαντζάκη» <box>122 607 362 617</box>
events-sub5: ΣΥΝΑΥΛΙΑ <box>215 560 269 571</box>
main-article-kicker: ΜΕ ΠΟΙΚΙΛΕΣ ΕΚΔΗΛΩΣΕΙΣ <box>651 221 912 241</box>
mayor-sign-role: Ὁ Δήμαρχος 'Ηρακλείου <box>1377 490 1463 501</box>
mayor-sign-date: 'Ηράκλειο 25 - 5 - 1981 <box>1377 473 1463 484</box>
events-line2-0: Μιὰ μοναδικὴ εὐκαιρία, νὰ προσφορά ἀντιπαλήσ πτη τοῦ Δήμου στοὺς Ἡρακλειῶτες. <box>99 687 384 696</box>
events-line2-1: Εἰσιτήρια δρχ. 250 (θρησκείων) 150 καί φοιτητῶν «σπουδαστικὰ 100, πωλοῦνται στὸ Δῆμο, στὴ Βασιλικὴ Ἁγ. Μάρκου καί στὰ Ταμεῖα τοῦ Θεάτρου. <box>82 703 402 724</box>
farewell-star-2: ★ <box>1416 662 1424 672</box>
column-left <box>78 221 405 1219</box>
kke-p5: Στήν Κρήτη συμβαδίζει ἡ ἐγκατάσταση στρατηγικοῦ τοῦ ΝΑΤΟ γιά ὑπηρεσίας θὰ τὸν ἴδιο τὸ Τερμπλ Κόλπι νο. Μὲ ναυτὴ τοῦ ΝΑΤΟ ἡ κυβέρνηση τῆς Ν.Δ. κάνει τίς πολεμικὲς δαπάνες κάτι μόνο ἐπὶ τὸ τοῦ προϋπολογισμοῦ γιά τὸ 1980, ἕνα «ἀμυντικὸ» γιά τό θνητὸ ἐπίπεδο τοῦ λαοῦ. <box>1167 1016 1495 1063</box>
demand-4: Γιὰ νὰ καταργηθοῦν ὅλες οἱ ἀδικαιολόγητες ἀντικανονίδιοτι κές, ἀντισυνταγματικές, δια τάξεις, οἰκονομικὲς κ.λπ. διακρί σεις μεταξὺ τῶν Καθηγητῶν 'Εργαστηρίων. <box>840 966 1138 1000</box>
